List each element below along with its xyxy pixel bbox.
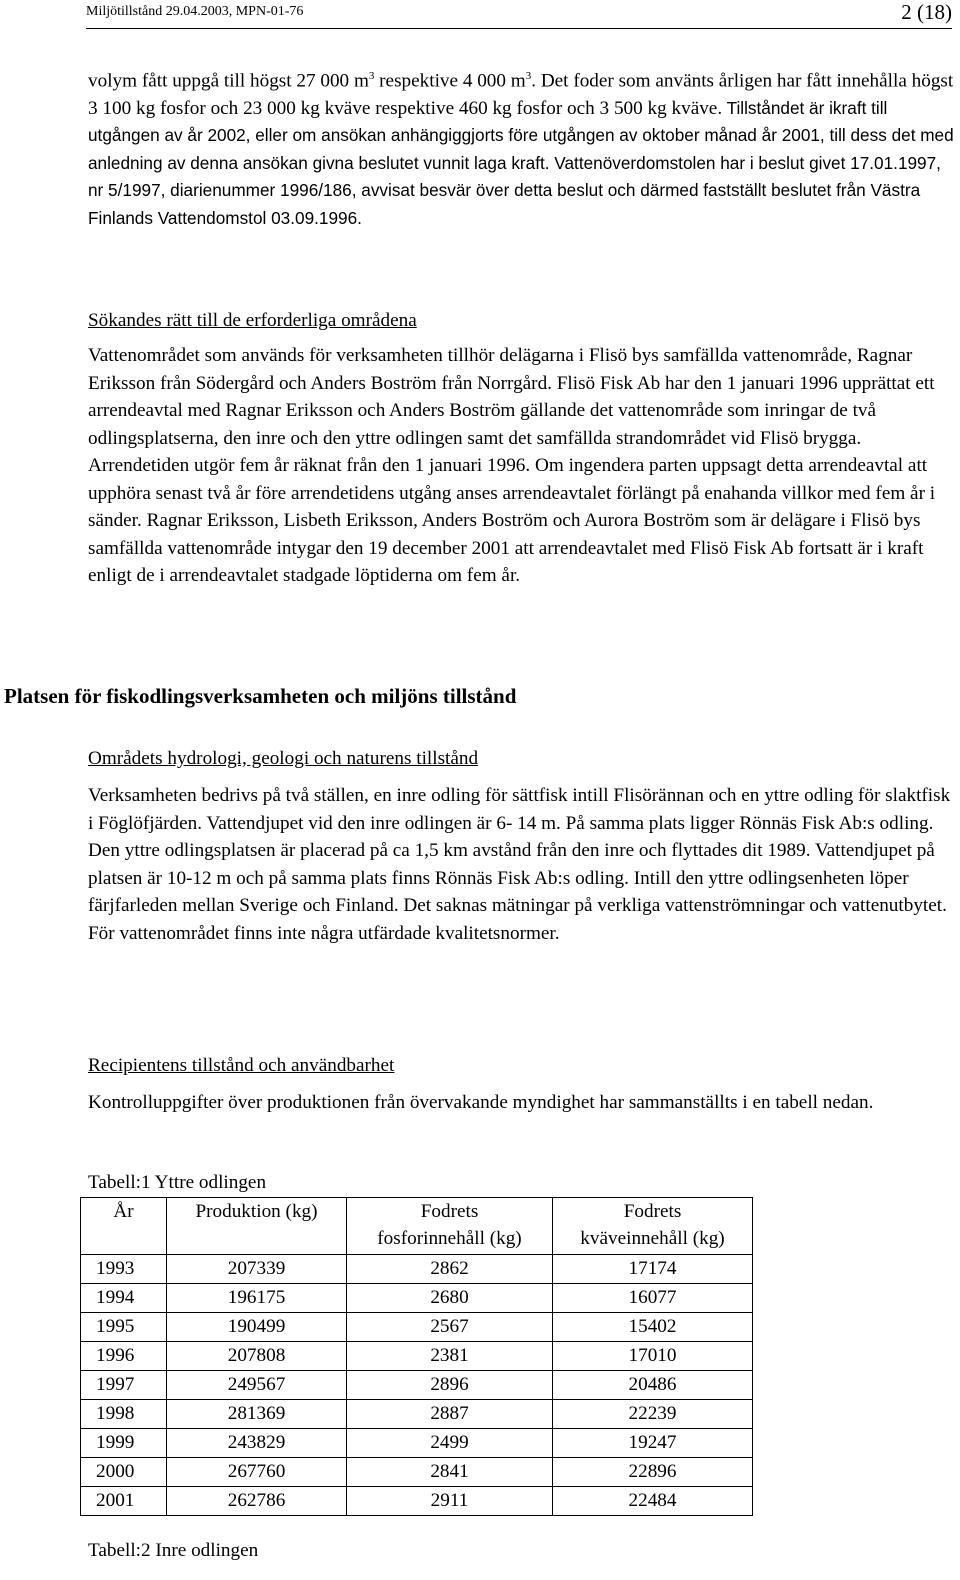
header-line: Produktion (kg) xyxy=(195,1201,318,1222)
cell-year: 1996 xyxy=(81,1342,167,1371)
cell-year: 1997 xyxy=(81,1371,167,1400)
recipient-paragraph: Kontrolluppgifter över produktionen från övervakande myndighet har sammanställts i en tabell nedan. xyxy=(88,1092,874,1113)
superscript: 3 xyxy=(525,70,532,82)
cell-phosphorus: 2862 xyxy=(347,1255,553,1284)
cell-production: 262786 xyxy=(167,1487,347,1516)
document-reference: Miljötillstånd 29.04.2003, MPN-01-76 xyxy=(86,4,304,19)
header-line: År xyxy=(113,1201,134,1222)
rights-paragraph: Vattenområdet som används för verksamheten tillhör delägarna i Flisö bys samfällda vattenområde, Ragnar Eriksson från Södergård och Anders Boström från Norrgård. Flisö Fisk Ab har den 1 januari 1996 upprättat ett arrendeavtal med Ragnar Eriksson och Anders Boström gällande det vattenområde som inringar de två odlingsplatserna, den inre och den yttre odlingen samt det samfällda strandområdet vid Flisö brygga. Arrendetiden utgör fem år räknat från den 1 januari 1996. Om ingendera parten uppsagt detta arrendeavtal att upphöra senast två år före arrendetidens utgång anses arrendeavtalet förlängt på enahanda villkor med fem år i sänder. Ragnar Eriksson, Lisbeth Eriksson, Anders Boström och Aurora Boström som är delägare i Flisö bys samfällda vattenområde intygar den 19 december 2001 att arrendeavtalet med Flisö Fisk Ab fortsatt är i kraft enligt de i arrendeavtalet stadgade löptiderna om fem år. xyxy=(88,345,936,586)
table-row xyxy=(81,1400,753,1429)
table-row xyxy=(81,1313,753,1342)
header-line: fosforinnehåll (kg) xyxy=(377,1228,522,1249)
table-row xyxy=(81,1255,753,1284)
cell-nitrogen: 20486 xyxy=(553,1371,753,1400)
header-production xyxy=(167,1198,347,1255)
cell-nitrogen: 22484 xyxy=(553,1487,753,1516)
cell-production: 207339 xyxy=(167,1255,347,1284)
table-row xyxy=(81,1342,753,1371)
cell-phosphorus: 2841 xyxy=(347,1458,553,1487)
cell-year: 2000 xyxy=(81,1458,167,1487)
header-line: kväveinnehåll (kg) xyxy=(580,1228,725,1249)
cell-phosphorus: 2887 xyxy=(347,1400,553,1429)
superscript: 3 xyxy=(368,70,375,82)
cell-phosphorus: 2567 xyxy=(347,1313,553,1342)
intro-text-1: volym fått uppgå till högst 27 000 m xyxy=(88,70,369,92)
production-table xyxy=(80,1197,753,1516)
intro-text-permit: Tillståndet är ikraft till utgången av år 2002, eller om ansökan anhängiggjorts före utgången av oktober månad år 2001, till dess det med anledning av denna ansökan givna beslutet vunnit laga kraft. Vattenöverdomstolen har i beslut givet 17.01.1997, nr 5/1997, diarienummer 1996/186, avvisat besvär över detta beslut och därmed fastställt beslutet från Västra Finlands Vattendomstol 03.09.1996. xyxy=(88,97,954,228)
table2-caption: Tabell:2 Inre odlingen xyxy=(88,1540,259,1561)
header-phosphorus xyxy=(347,1198,553,1255)
cell-production: 243829 xyxy=(167,1429,347,1458)
cell-phosphorus: 2381 xyxy=(347,1342,553,1371)
cell-phosphorus: 2680 xyxy=(347,1284,553,1313)
table-row xyxy=(81,1371,753,1400)
cell-year: 1999 xyxy=(81,1429,167,1458)
page-number: 2 (18) xyxy=(901,0,952,24)
cell-nitrogen: 19247 xyxy=(553,1429,753,1458)
main-heading: Platsen för fiskodlingsverksamheten och miljöns tillstånd xyxy=(4,684,517,708)
table1-caption: Tabell:1 Yttre odlingen xyxy=(88,1172,267,1193)
table-row xyxy=(81,1487,753,1516)
cell-year: 1993 xyxy=(81,1255,167,1284)
header-year xyxy=(81,1198,167,1255)
table-header-row xyxy=(81,1198,753,1255)
page-header xyxy=(86,2,952,29)
cell-nitrogen: 17174 xyxy=(553,1255,753,1284)
cell-production: 190499 xyxy=(167,1313,347,1342)
section-heading-rights: Sökandes rätt till de erforderliga områdena xyxy=(88,310,417,331)
cell-phosphorus: 2911 xyxy=(347,1487,553,1516)
table-row xyxy=(81,1429,753,1458)
cell-production: 196175 xyxy=(167,1284,347,1313)
cell-year: 1998 xyxy=(81,1400,167,1429)
cell-production: 267760 xyxy=(167,1458,347,1487)
intro-text-3: . Det foder som använts årligen har fått innehålla högst 3 100 kg fosfor och 23 000 kg kväve respektive 460 kg fosfor och 3 500 kg kväve. xyxy=(88,70,954,119)
cell-nitrogen: 22896 xyxy=(553,1458,753,1487)
cell-nitrogen: 16077 xyxy=(553,1284,753,1313)
table-row xyxy=(81,1284,753,1313)
intro-text-2: respektive 4 000 m xyxy=(374,70,526,92)
cell-year: 2001 xyxy=(81,1487,167,1516)
cell-production: 281369 xyxy=(167,1400,347,1429)
cell-phosphorus: 2499 xyxy=(347,1429,553,1458)
section-heading-recipient: Recipientens tillstånd och användbarhet xyxy=(88,1055,395,1076)
table-row xyxy=(81,1458,753,1487)
cell-production: 207808 xyxy=(167,1342,347,1371)
cell-nitrogen: 22239 xyxy=(553,1400,753,1429)
cell-nitrogen: 17010 xyxy=(553,1342,753,1371)
header-line: Fodrets xyxy=(623,1201,682,1222)
hydrology-paragraph: Verksamheten bedrivs på två ställen, en inre odling för sättfisk intill Flisörännan och en yttre odling för slaktfisk i Föglöfjärden. Vattendjupet vid den inre odlingen är 6- 14 m. På samma plats ligger Rönnäs Fisk Ab:s odling. Den yttre odlingsplatsen är placerad på ca 1,5 km avstånd från den inre och flyttades dit 1989. Vattendjupet på platsen är 10-12 m och på samma plats finns Rönnäs Fisk Ab:s odling. Intill den yttre odlingsenheten löper färjfarleden mellan Sverige och Finland. Det saknas mätningar på verkliga vattenströmningar och vattenutbytet. För vattenområdet finns inte några utfärdade kvalitetsnormer. xyxy=(88,785,951,944)
cell-phosphorus: 2896 xyxy=(347,1371,553,1400)
intro-paragraph xyxy=(88,63,956,232)
cell-year: 1995 xyxy=(81,1313,167,1342)
header-nitrogen xyxy=(553,1198,753,1255)
cell-nitrogen: 15402 xyxy=(553,1313,753,1342)
cell-year: 1994 xyxy=(81,1284,167,1313)
header-line: Fodrets xyxy=(420,1201,479,1222)
cell-production: 249567 xyxy=(167,1371,347,1400)
section-heading-hydrology: Områdets hydrologi, geologi och naturens tillstånd xyxy=(88,748,479,769)
